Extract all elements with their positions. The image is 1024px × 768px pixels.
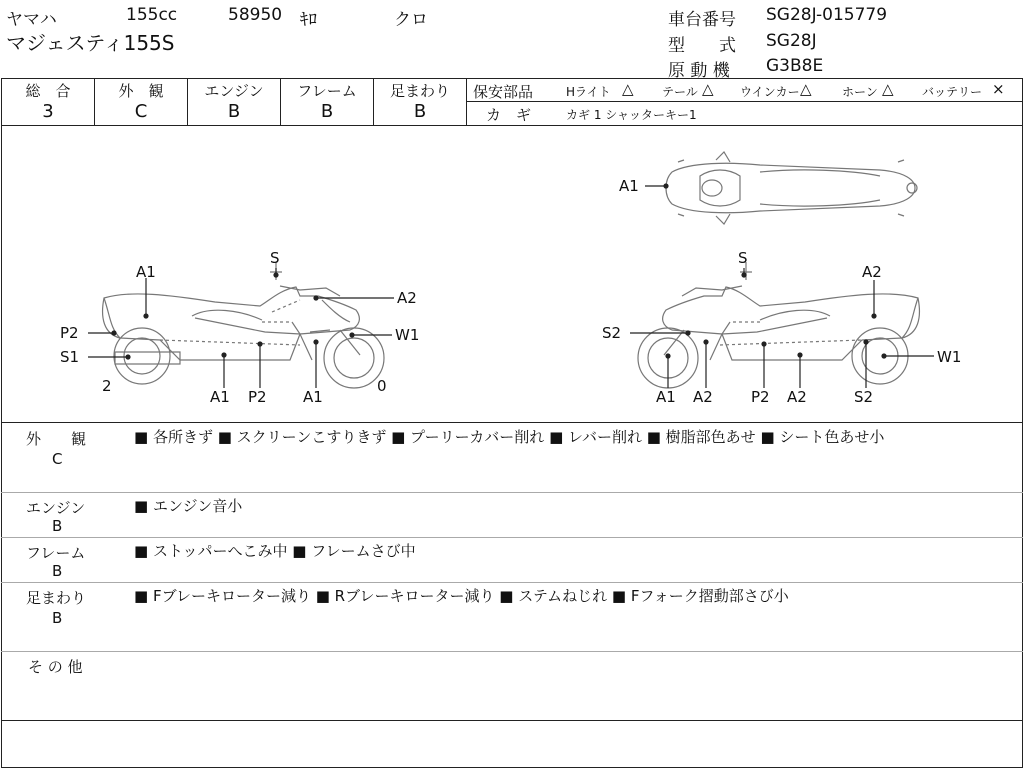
label-left-num-0: 0 bbox=[377, 377, 387, 395]
displacement: 155cc bbox=[126, 5, 178, 25]
label-right-s-top: S bbox=[738, 249, 748, 267]
label-right-a2-b2: A2 bbox=[787, 388, 807, 406]
divider bbox=[1, 492, 1023, 493]
divider bbox=[1, 720, 1023, 721]
safety-mark-headlight: △ bbox=[622, 80, 634, 98]
label-left-p2-b: P2 bbox=[248, 388, 267, 406]
label-right-a2-b1: A2 bbox=[693, 388, 713, 406]
grade-value-exterior: C bbox=[134, 101, 148, 122]
remark-category-engine: エンジン bbox=[26, 499, 86, 517]
mileage-unit: ｷﾛ bbox=[300, 10, 317, 30]
remark-grade-exterior: C bbox=[52, 450, 63, 468]
label-left-s-top: S bbox=[270, 249, 280, 267]
grade-value-engine: B bbox=[227, 101, 241, 122]
frame-no-label: 車台番号 bbox=[668, 10, 736, 30]
remark-category-other: そ の 他 bbox=[28, 658, 83, 676]
remark-category-frame: フレーム bbox=[26, 544, 86, 562]
label-left-w1: W1 bbox=[395, 326, 420, 344]
safety-mark-horn: △ bbox=[882, 80, 894, 98]
label-left-p2: P2 bbox=[60, 324, 79, 342]
remark-grade-frame: B bbox=[52, 562, 63, 580]
safety-item-horn: ホーン bbox=[842, 85, 878, 99]
engine-value: G3B8E bbox=[766, 56, 824, 76]
grade-label-exterior: 外 観 bbox=[118, 82, 164, 100]
label-right-s2: S2 bbox=[602, 324, 622, 342]
remark-category-suspension: 足まわり bbox=[26, 589, 87, 607]
frame-no: SG28J-015779 bbox=[766, 5, 888, 25]
label-right-w1: W1 bbox=[937, 348, 962, 366]
type-label: 型 式 bbox=[668, 36, 736, 56]
label-right-p2-b: P2 bbox=[751, 388, 770, 406]
key-value: カギ 1 シャッターキー1 bbox=[566, 108, 697, 122]
label-left-s1: S1 bbox=[60, 348, 80, 366]
label-left-a2: A2 bbox=[397, 289, 417, 307]
safety-item-tail: テール bbox=[662, 85, 698, 99]
grade-label-suspension: 足まわり bbox=[389, 82, 450, 100]
damage-diagram bbox=[0, 126, 1024, 422]
label-right-a1-top: A1 bbox=[619, 177, 639, 195]
remark-text-exterior: ■ 各所きず ■ スクリーンこすりきず ■ プーリーカバー削れ ■ レバー削れ ■ 樹脂部色あせ ■ シート色あせ小 bbox=[134, 428, 885, 446]
grade-value-overall: 3 bbox=[42, 101, 54, 122]
label-left-num-2: 2 bbox=[102, 377, 112, 395]
label-right-a2-top: A2 bbox=[862, 263, 882, 281]
safety-item-headlight: Hライト bbox=[566, 85, 611, 99]
remark-text-engine: ■ エンジン音小 bbox=[134, 497, 243, 515]
remark-grade-engine: B bbox=[52, 517, 63, 535]
divider bbox=[1, 582, 1023, 583]
divider bbox=[1, 651, 1023, 652]
safety-item-winker: ウインカー bbox=[740, 85, 800, 99]
remark-text-frame: ■ ストッパーへこみ中 ■ フレームさび中 bbox=[134, 542, 416, 560]
label-left-a1-top: A1 bbox=[136, 263, 156, 281]
safety-mark-tail: △ bbox=[702, 80, 714, 98]
top-view-diagram bbox=[666, 152, 917, 224]
safety-item-battery: バッテリー bbox=[922, 85, 983, 99]
divider bbox=[1, 537, 1023, 538]
label-right-a1-b: A1 bbox=[656, 388, 676, 406]
grade-label-frame: フレーム bbox=[297, 82, 357, 100]
type-value: SG28J bbox=[766, 31, 817, 51]
safety-mark-winker: △ bbox=[800, 80, 812, 98]
key-label: カ ギ bbox=[486, 106, 532, 124]
safety-label: 保安部品 bbox=[473, 83, 534, 101]
divider bbox=[1, 422, 1023, 423]
grade-value-suspension: B bbox=[413, 101, 427, 122]
grade-value-frame: B bbox=[320, 101, 334, 122]
engine-label: 原 動 機 bbox=[668, 61, 730, 81]
label-right-s2-b: S2 bbox=[854, 388, 874, 406]
grade-label-overall: 総 合 bbox=[25, 82, 71, 100]
label-left-a1-b1: A1 bbox=[210, 388, 230, 406]
model-name: マジェスティ155S bbox=[6, 31, 175, 55]
grade-label-engine: エンジン bbox=[204, 82, 264, 100]
maker-name: ヤマハ bbox=[6, 10, 57, 30]
mileage: 58950 bbox=[228, 5, 283, 25]
right-leaders bbox=[630, 184, 934, 388]
safety-mark-battery: × bbox=[992, 80, 1005, 98]
right-labels bbox=[602, 177, 961, 406]
divider bbox=[466, 101, 1023, 102]
remark-text-suspension: ■ Fブレーキローター減り ■ Rブレーキローター減り ■ ステムねじれ ■ Fフォーク摺動部さび小 bbox=[134, 587, 789, 605]
label-left-a1-b2: A1 bbox=[303, 388, 323, 406]
remark-category-exterior: 外 観 bbox=[26, 430, 87, 448]
color: クロ bbox=[394, 10, 428, 30]
remark-grade-suspension: B bbox=[52, 609, 63, 627]
